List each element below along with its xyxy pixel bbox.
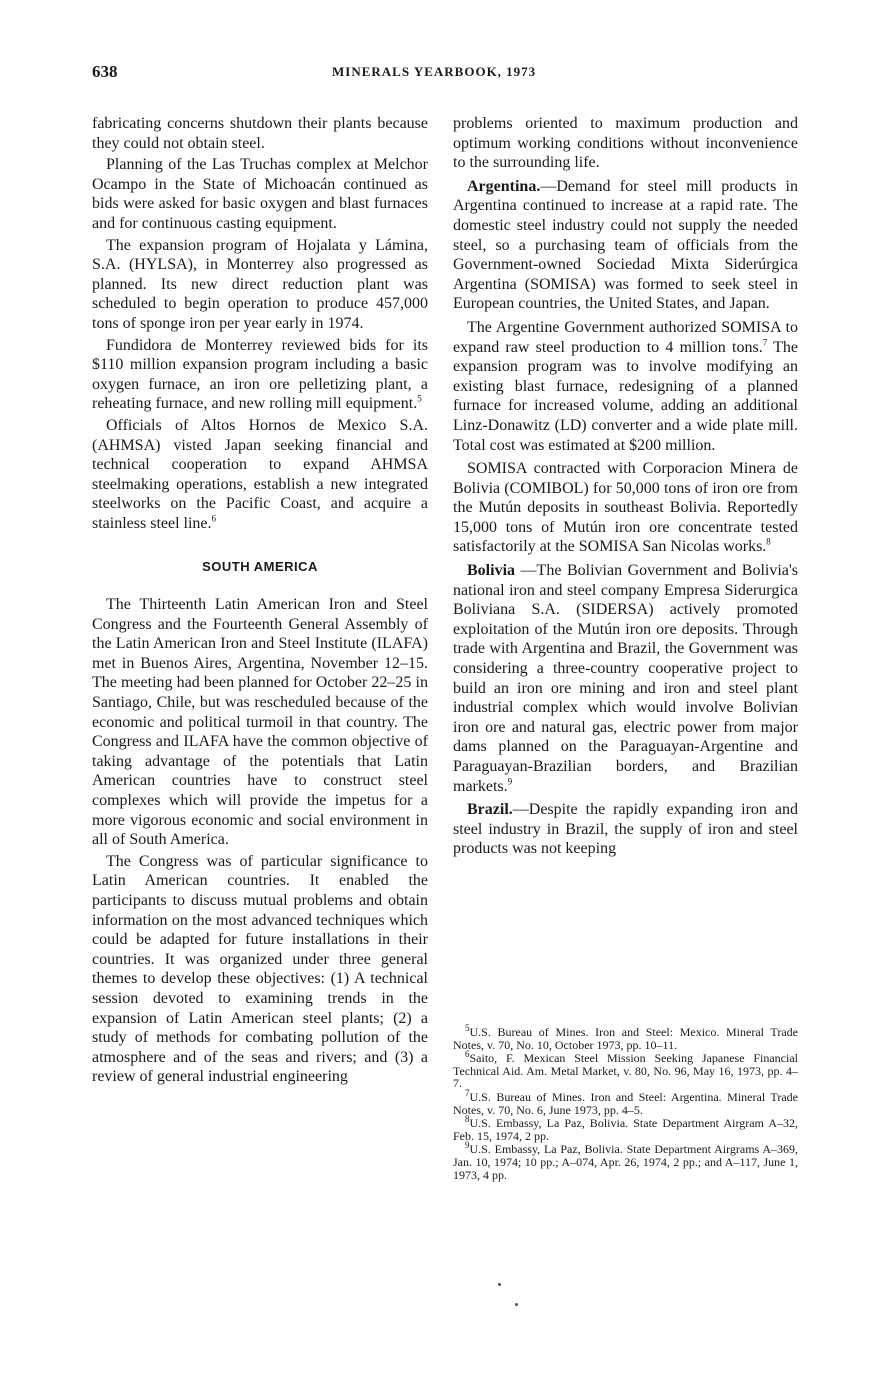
footnote [453, 1023, 798, 1052]
footnotes [453, 1023, 798, 1182]
paragraph: The Thirteenth Latin American Iron and Steel Congress and the Fourteenth General Assembly of the Latin American Iron and Steel Institute (ILAFA) met in Buenos Aires, Argentina, November 12–15. The meeting had been planned for October 22–25 in Santiago, Chile, but was rescheduled because of the economic and political turmoil in that country. The Congress and ILAFA have the common objective of taking advantage of the potentials that Latin American countries have to construct steel complexes which will provide the impetus for a more vigorous economic and social environment in all of South America. [92, 596, 428, 849]
section-heading: SOUTH AMERICA [202, 559, 318, 575]
footnote-text: Saito, F. Mexican Steel Mission Seeking Japanese Financial Technical Aid. Am. Metal Market, v. 80, No. 96, May 16, 1973, pp. 4–7. [453, 1051, 798, 1091]
footnote [453, 1114, 798, 1143]
paragraph-text: Officials of Altos Hornos de Mexico S.A. (AHMSA) visted Japan seeking financial and technical cooperation to expand AHMSA steelmaking operations, establish a new integrated steelworks on the Pacific Coast, and acquire a stainless steel line. [92, 416, 428, 532]
paragraph: problems oriented to maximum production and optimum working conditions without inconvenience to the surrounding life. [453, 115, 798, 172]
paragraph: The expansion program of Hojalata y Lámina, S.A. (HYLSA), in Monterrey also progressed as planned. Its new direct reduction plant was scheduled to begin operation to produce 457,000 tons of sponge iron per year early in 1974. [92, 236, 428, 332]
footnote-number: 8 [465, 1114, 470, 1125]
paragraph: Planning of the Las Truchas complex at Melchor Ocampo in the State of Michoacán continued as bids were asked for basic oxygen and blast furnaces and for continuous casting equipment. [92, 156, 428, 232]
paragraph-text: The Argentine Government authorized SOMISA to expand raw steel production to 4 million tons. [453, 318, 798, 356]
paragraph [92, 416, 428, 534]
paragraph-brazil [453, 800, 798, 859]
footnote-ref: 6 [211, 513, 217, 524]
running-title: MINERALS YEARBOOK, 1973 [332, 64, 537, 79]
paragraph [453, 459, 798, 557]
footnote-ref: 9 [507, 776, 513, 787]
page-number: 638 [92, 62, 118, 81]
paragraph-argentina [453, 177, 798, 314]
paragraph-text: The expansion program was to involve modifying an existing blast furnace, redesigning of a planned furnace for increased volume, adding an additional Linz-Donawitz (LD) converter and a wide plate mill. Total cost was estimated at $200 million. [453, 338, 799, 454]
left-column [92, 114, 428, 1089]
footnote [453, 1049, 798, 1091]
paragraph: The Congress was of particular significance to Latin American countries. It enabled the participants to discuss mutual problems and obtain information on the most advanced techniques which could be adapted for future installations in their countries. It was organized under three general themes to develop these objectives: (1) A technical session devoted to examining trends in the expansion of Latin American steel plants; (2) a study of methods for combating pollution of the atmosphere and of the seas and rivers; and (3) a review of general industrial engineering [92, 852, 428, 1086]
footnote-number: 5 [465, 1023, 470, 1033]
scan-speck [498, 1283, 501, 1286]
paragraph: fabricating concerns shutdown their plants because they could not obtain steel. [92, 115, 428, 152]
right-column [453, 114, 798, 861]
paragraph-text: —Despite the rapidly expanding iron and steel industry in Brazil, the supply of iron and steel products was not keeping [453, 801, 798, 858]
country-lead: Argentina. [467, 177, 541, 195]
footnote-number: 9 [465, 1140, 470, 1151]
footnote [453, 1140, 798, 1182]
paragraph-text: SOMISA contracted with Corporacion Minera de Bolivia (COMIBOL) for 50,000 tons of iron ore from the Mutún deposits in southeast Bolivia. Reportedly 15,000 tons of Mutún iron ore concentrate tested satisfactorily at the SOMISA San Nicolas works. [453, 460, 798, 556]
footnote-text: U.S. Bureau of Mines. Iron and Steel: Mexico. Mineral Trade Notes, v. 70, No. 10, October 1973, pp. 10–11. [453, 1025, 798, 1052]
paragraph [453, 318, 798, 455]
paragraph [92, 336, 428, 414]
footnote-text: U.S. Bureau of Mines. Iron and Steel: Argentina. Mineral Trade Notes, v. 70, No. 6, June 1973, pp. 4–5. [453, 1089, 798, 1117]
paragraph-text: —The Bolivian Government and Bolivia's national iron and steel company Empresa Siderurgica Boliviana S.A. (SIDERSA) actively promoted exploitation of the Mutún iron ore deposits. Through trade with Argentina and Brazil, the Government was considering a three-country cooperative project to build an iron ore mining and iron and steel plant industrial complex which would involve Bolivian iron ore and natural gas, electric power from major dams planned on the Paraguayan-Argentine and Paraguayan-Brazilian borders, and Brazilian markets. [453, 562, 798, 795]
scan-speck [515, 1303, 518, 1306]
footnote-ref: 8 [766, 537, 771, 548]
footnote-ref: 7 [762, 337, 768, 348]
footnote-number: 7 [465, 1087, 470, 1098]
country-lead: Bolivia [467, 562, 516, 580]
footnote-number: 6 [465, 1049, 470, 1060]
country-lead: Brazil. [467, 801, 513, 819]
footnote-text: U.S. Embassy, La Paz, Bolivia. State Department Airgrams A–369, Jan. 10, 1974; 10 pp.; A–074, Apr. 26, 1974, 2 pp.; and A–117, June 1, 1973, 4 pp. [453, 1142, 798, 1182]
paragraph-text: Fundidora de Monterrey reviewed bids for its $110 million expansion program including a basic oxygen furnace, an iron ore pelletizing plant, a reheating furnace, and new rolling mill equipment. [92, 336, 428, 413]
paragraph-text: —Demand for steel mill products in Argentina continued to increase at a rapid rate. The domestic steel industry could not supply the needed steel, so a purchasing team of officials from the Government-owned Sociedad Mixta Siderúrgica Argentina (SOMISA) was formed to seek steel in European countries, the United States, and Japan. [453, 177, 798, 313]
footnote-ref: 5 [417, 393, 422, 404]
page-header [92, 62, 798, 86]
paragraph-bolivia [453, 561, 798, 796]
footnote-text: U.S. Embassy, La Paz, Bolivia. State Department Airgram A–32, Feb. 15, 1974, 2 pp. [453, 1116, 798, 1143]
footnote [453, 1087, 798, 1117]
